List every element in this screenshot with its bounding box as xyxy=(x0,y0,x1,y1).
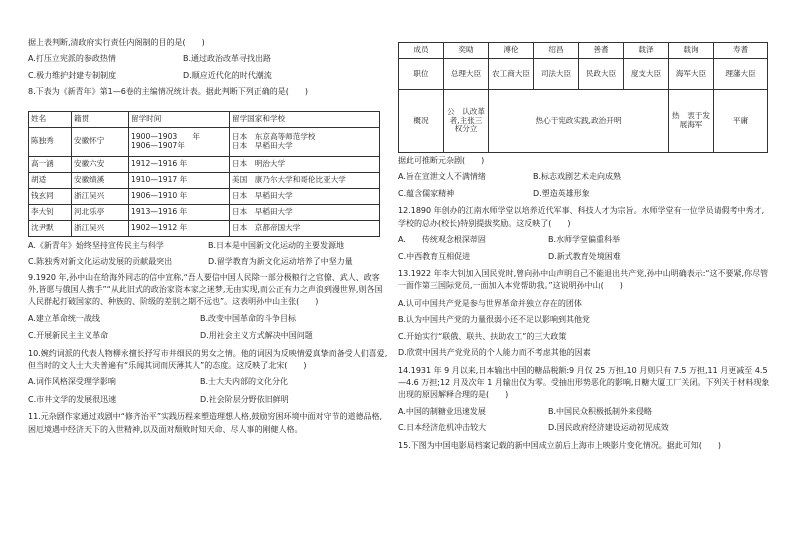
table-row xyxy=(29,172,380,188)
table-header: 载询 xyxy=(669,43,714,59)
q14-options-row1 xyxy=(398,407,770,416)
q10-options-row1 xyxy=(28,377,390,386)
table-cell: 日本 早稻田大学 xyxy=(230,204,380,220)
table-cell: 1906—1910 年 xyxy=(129,188,230,204)
table-cell: 1910—1917 年 xyxy=(129,172,230,188)
table-header-row xyxy=(399,43,768,59)
table-cell: 胡适 xyxy=(29,172,72,188)
q10-option-d: D.社会阶层分野依旧鲜明 xyxy=(200,394,289,404)
q-options-row2 xyxy=(398,189,770,198)
q7-options-row1 xyxy=(28,54,390,63)
cabinet-table xyxy=(398,42,768,153)
table-cell: 陈独秀 xyxy=(29,127,72,156)
q7-option-d: D.顺应近代化的时代潮流 xyxy=(183,70,272,80)
q8-option-d: D.留学教育为新文化运动培养了中坚力量 xyxy=(208,257,353,267)
q15-stem: 15.下图为中国电影局档案记载的新中国成立前后上海市上映影片变化情况。据此可知( ) xyxy=(398,440,721,450)
q12-options-row2 xyxy=(398,252,770,261)
q14-option-d: D.国民政府经济建设运动初见成效 xyxy=(548,423,669,433)
table-cell: 海军大臣 xyxy=(669,59,714,90)
q9-options-row2 xyxy=(28,331,390,340)
q10-stem: 10.婉约词派的代表人物柳永擅长抒写市井细民的男女之情。他的词因为反映情爱真挚而备受人们喜爱,但当时的文人士大夫普遍有“乐闻其词而厌薄其人”的态度。这反映了北宋( ) xyxy=(28,348,388,371)
q7-stem: 据上表判断,清政府实行责任内阁制的目的是( ) xyxy=(28,38,205,47)
table-cell: 司法大臣 xyxy=(534,59,579,90)
table-cell: 日本 明治大学 xyxy=(230,156,380,172)
table-cell: 1900—1903 年 1906—1907年 xyxy=(129,127,230,156)
q13-option-c: C.开始实行“联俄、联共、扶助农工”的三大政策 xyxy=(398,331,567,341)
table-cell: 安徽六安 xyxy=(72,156,129,172)
q9-option-b: B.改变中国革命的斗争目标 xyxy=(200,313,297,323)
q8-options-row2 xyxy=(28,257,390,266)
table-cell: 农工商大臣 xyxy=(489,59,534,90)
q10-option-b: B.士大夫内部的文化分化 xyxy=(200,377,289,387)
q13-option-b: B.认为中国共产党的力量很弱小还不足以影响到其他党 xyxy=(398,315,591,325)
q-option-d: D.塑造英雄形象 xyxy=(533,188,590,198)
table-cell: 河北乐亭 xyxy=(72,204,129,220)
table-header: 寿耆 xyxy=(714,43,768,59)
q12-option-a: A. 传统观念根深蒂固 xyxy=(398,235,486,245)
table-header: 籍贯 xyxy=(72,111,129,127)
q14-option-b: B.中国民众积极抵制外来侵略 xyxy=(548,406,653,416)
table-cell: 钱玄同 xyxy=(29,188,72,204)
q-options-row1 xyxy=(398,172,770,181)
q8-option-c: C.陈独秀对新文化运动发展的贡献最突出 xyxy=(28,257,173,267)
table-header: 载泽 xyxy=(624,43,669,59)
q8-option-a: A.《新青年》始终坚持宣传民主与科学 xyxy=(28,240,164,250)
row-label: 职位 xyxy=(399,59,444,90)
q13-option-a: A.认可中国共产党是参与世界革命并独立存在的团体 xyxy=(398,298,582,308)
table-cell: 理藩大臣 xyxy=(714,59,768,90)
q-option-a: A.旨在宣泄文人不满情绪 xyxy=(398,172,486,182)
table-row xyxy=(29,204,380,220)
table-row xyxy=(399,59,768,90)
table-cell: 浙江吴兴 xyxy=(72,188,129,204)
row-label: 概况 xyxy=(399,90,444,153)
table-header: 善耆 xyxy=(579,43,624,59)
q14-option-a: A.中国的制糖业迅速发展 xyxy=(398,406,486,416)
table-cell: 热 衷于发展海军 xyxy=(669,90,714,153)
q-option-c: C.蕴含儒家精神 xyxy=(398,188,455,198)
table-cell: 安徽怀宁 xyxy=(72,127,129,156)
table-cell: 美国 康乃尔大学和哥伦比亚大学 xyxy=(230,172,380,188)
q9-option-c: C.开展新民主主义革命 xyxy=(28,331,109,341)
table-cell: 日本 京都帝国大学 xyxy=(230,220,380,236)
table-cell: 李大钊 xyxy=(29,204,72,220)
q12-stem: 12.1890 年创办的江南水师学堂以培养近代军事、科技人才为宗旨。水师学堂有一位学员请假考中秀才,学校的总办(校长)特别提拔奖励。这反映了( ) xyxy=(398,206,765,228)
q-option-b: B.标志戏剧艺术走向成熟 xyxy=(533,172,622,182)
q8-options-row1 xyxy=(28,241,390,250)
table-header: 留学时间 xyxy=(129,111,230,127)
table-header: 绍昌 xyxy=(534,43,579,59)
q9-stem: 9.1920 年,孙中山在给海外同志的信中宣称,“吾人要信中国人民除一部分极粮行之官僚、武人、政客外,皆愿与俄国人携手”“从此旧式的政治家资本家之迷梦,无由实现,而公正有力之声浪到漫世界,则各国人民群起打破国家的、种族的、阶级的差别之期不远也”。这表明孙中山主张( ) xyxy=(28,272,383,307)
q14-option-c: C.日本经济危机冲击较大 xyxy=(398,423,487,433)
table-header: 成员 xyxy=(399,43,444,59)
table-cell: 高一涵 xyxy=(29,156,72,172)
q13-option-d: D.欣赏中国共产党党员的个人能力而不考虑其他的因素 xyxy=(398,348,591,358)
q14-stem: 14.1931 年 9 月以来,日本输出中国的糖品税额:9 月仅 25 万担,10 月则只有 7.5 万担,11 月更减至 4.5—4.6 万担;12 月及次年 1 月输出仅为零。受抽出形势恶化的影响,日糖大厦工厂关闭。下列关于材料现象出现的原因解释合理的是( ) xyxy=(398,365,770,400)
table-cell: 民政大臣 xyxy=(579,59,624,90)
table-cell: 总理大臣 xyxy=(444,59,489,90)
table-cell: 热心于宪政实践,政治开明 xyxy=(489,90,669,153)
q12-option-c: C.中西教育互相促进 xyxy=(398,251,471,261)
q14-options-row2 xyxy=(398,423,770,432)
q7-option-a: A.打压立宪派的参政热情 xyxy=(28,54,116,64)
table-header: 奕劻 xyxy=(444,43,489,59)
table-cell: 1902—1912 年 xyxy=(129,220,230,236)
table-row xyxy=(29,188,380,204)
table-cell: 平庸 xyxy=(714,90,768,153)
table-row xyxy=(29,220,380,236)
q10-option-a: A.词作风格深受理学影响 xyxy=(28,377,116,387)
table-cell: 1913—1916 年 xyxy=(129,204,230,220)
table-row xyxy=(29,127,380,156)
q12-option-d: D.新式教育处境困难 xyxy=(548,251,621,261)
table-cell: 沈尹默 xyxy=(29,220,72,236)
q7-options-row2 xyxy=(28,71,390,80)
table-cell: 浙江吴兴 xyxy=(72,220,129,236)
q12-option-b: B.水师学堂偏重科举 xyxy=(548,235,621,245)
q8-stem: 8.下表为《新青年》第1—6卷的主编情况统计表。据此判断下列正确的是( ) xyxy=(28,87,309,97)
q9-option-a: A.建立革命统一战线 xyxy=(28,313,100,323)
table-cell: 度支大臣 xyxy=(624,59,669,90)
q7-option-b: B.通过政治改革寻找出路 xyxy=(183,54,272,64)
table-cell: 公 认改革者,主张三权分立 xyxy=(444,90,489,153)
q9-options-row1 xyxy=(28,314,390,323)
table-cell: 日本 东京高等师范学校 日本 早稻田大学 xyxy=(230,127,380,156)
table-row xyxy=(399,90,768,153)
table-row xyxy=(29,156,380,172)
q-stem-yuanzaju: 据此可推断元杂剧( ) xyxy=(398,156,485,165)
q13-stem: 13.1922 年李大钊加入国民党时,曾向孙中山声明自己不能退出共产党,孙中山明确表示:“这不要紧,你尽管一面作第三国际党员,一面加入本党帮助我。”这说明孙中山( ) xyxy=(398,268,769,291)
left-column xyxy=(28,0,390,436)
q7-option-c: C.极力维护封建专制制度 xyxy=(28,70,117,80)
table-header: 姓名 xyxy=(29,111,72,127)
q10-option-c: C.市井文学的发展很迅速 xyxy=(28,394,117,404)
study-abroad-table xyxy=(28,111,380,237)
q8-option-b: B.日本是中国新文化运动的主要发源地 xyxy=(208,240,345,250)
table-header-row xyxy=(29,111,380,127)
table-cell: 安徽绩溪 xyxy=(72,172,129,188)
table-cell: 日本 早稻田大学 xyxy=(230,188,380,204)
table-header: 溥伦 xyxy=(489,43,534,59)
q12-options-row1 xyxy=(398,235,770,244)
q9-option-d: D.用社会主义方式解决中国问题 xyxy=(200,331,313,341)
table-cell: 1912—1916 年 xyxy=(129,156,230,172)
q10-options-row2 xyxy=(28,395,390,404)
table-header: 留学国家和学校 xyxy=(230,111,380,127)
q11-stem: 11.元杂剧作家通过戏剧中“修齐治平”实践历程来塑造理想人格,鼓励穷困环境中面对守节的道德品格,困厄境遇中经济天下的入世精神,以及面对颓败时知天命、尽人事的刚健人格。 xyxy=(28,412,383,434)
right-column xyxy=(398,0,770,452)
